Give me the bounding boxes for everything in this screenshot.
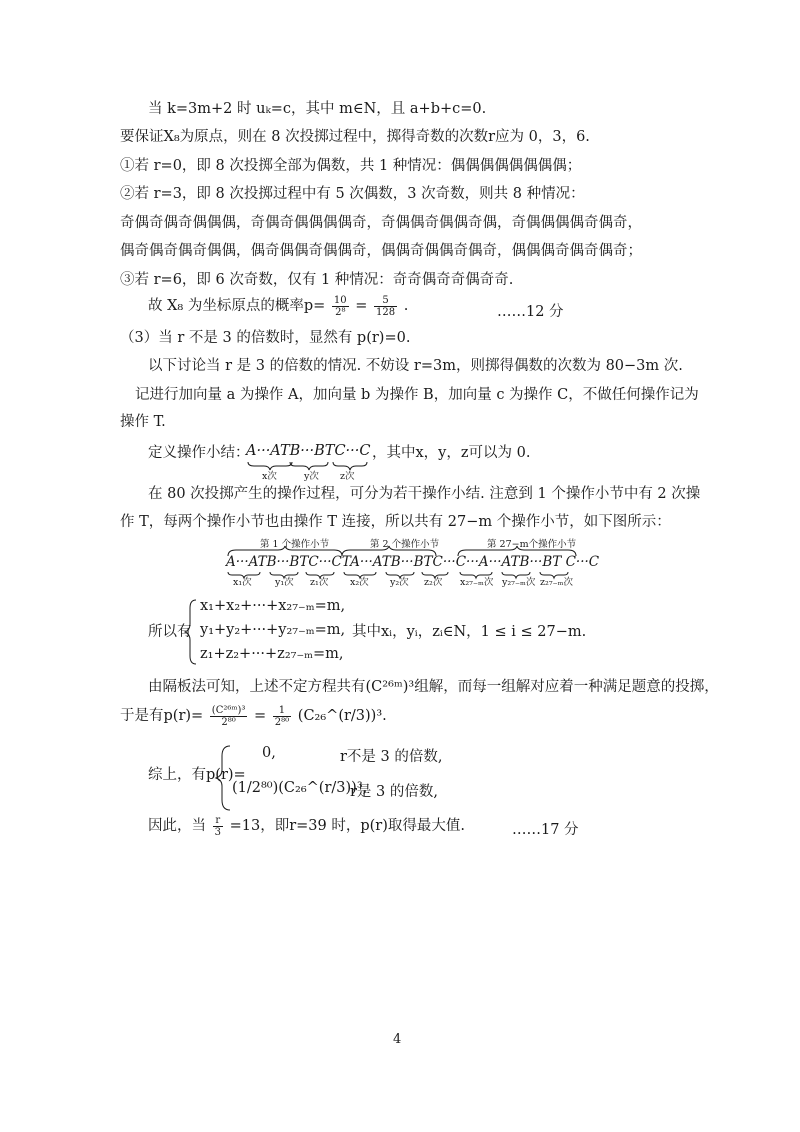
diagram-top-label-3: 第 27−m个操作小节 <box>487 539 577 550</box>
underbrace-y <box>290 462 328 470</box>
line-define-ops: 记进行加向量 a 为操作 A，加向量 b 为操作 B，加向量 c 为操作 C，不做任何操作记为 <box>135 387 699 403</box>
summary-label: 综上，有p(r)= <box>148 767 246 783</box>
line-origin-condition: 要保证X₈为原点，则在 8 次投掷过程中，掷得奇数的次数r应为 0，3，6. <box>120 129 590 145</box>
overbrace-1 <box>228 546 342 556</box>
diagram-bottom-z2: z₂次 <box>424 577 443 588</box>
underbrace-d3 <box>306 572 334 578</box>
line-stars-and-bars: 由隔板法可知，上述不定方程共有(C²⁶ᵐ)³组解，而每一组解对应着一种满足题意的投掷， <box>148 679 719 695</box>
fraction-denominator: 2⁸ <box>335 306 346 318</box>
diagram-bottom-x1: x₁次 <box>233 577 252 588</box>
brace-label-y: y次 <box>304 471 319 482</box>
conclusion-text: =13，即r=39 时，p(r)取得最大值. <box>229 818 465 834</box>
fraction-denominator: 2⁸⁰ <box>221 716 236 728</box>
underbrace-d1 <box>228 572 260 578</box>
diagram-bottom-x2: x₂次 <box>350 577 369 588</box>
line-def-subsection-label: 定义操作小结： <box>148 445 250 461</box>
score-17: ……17 分 <box>512 822 579 838</box>
score-12: ……12 分 <box>497 304 564 320</box>
equals-sign: = <box>355 298 368 314</box>
underbrace-d6 <box>422 572 448 578</box>
line-def-subsection-note: ，其中x，y，z可以为 0. <box>372 445 531 461</box>
equation-z: z₁+z₂+···+z₂₇₋ₘ=m, <box>200 646 344 662</box>
diagram-bottom-x27m: x₂₇₋ₘ次 <box>460 577 494 588</box>
equation-x: x₁+x₂+···+x₂₇₋ₘ=m, <box>200 598 346 614</box>
fraction-denominator: 2⁸⁰ <box>274 716 290 728</box>
system-prefix: 所以有 <box>148 624 192 640</box>
underbrace-d8 <box>502 572 530 578</box>
fraction-numerator: 10 <box>333 294 347 306</box>
case2-condition: r是 3 的倍数, <box>350 784 438 800</box>
case2-value: (1/2⁸⁰)(C₂₆^(r/3))³, <box>232 780 368 796</box>
underbrace-d5 <box>386 572 414 578</box>
subsection-sequence: A···ATB···BTC···C <box>246 443 371 459</box>
case1-value: 0, <box>262 745 276 761</box>
fraction-numerator: r <box>213 815 223 827</box>
line-uk-case: 当 k=3m+2 时 uₖ=c，其中 m∈N，且 a+b+c=0. <box>148 101 487 117</box>
brace-label-x: x次 <box>262 471 277 482</box>
line-case-r3-list2: 偶奇偶奇偶奇偶偶，偶奇偶偶奇偶偶奇，偶偶奇偶偶奇偶奇，偶偶偶奇偶奇偶奇； <box>120 243 642 259</box>
equals-sign: = <box>254 708 267 724</box>
diagram-top-label-1: 第 1 个操作小节 <box>260 539 330 550</box>
line-case-r0: ①若 r=0，即 8 次投掷全部为偶数，共 1 种情况：偶偶偶偶偶偶偶偶； <box>120 158 582 174</box>
page-number: 4 <box>393 1032 402 1047</box>
binomial-cubed: (C₂₆^(r/3))³. <box>297 708 387 724</box>
diagram-sequence: A···ATB···BTC···CTA···ATB···BTC···C···A···ATB···BT C···C <box>226 554 600 570</box>
underbrace-d2 <box>270 572 298 578</box>
brace-label-z: z次 <box>340 471 355 482</box>
overbrace-2 <box>342 546 436 556</box>
underbrace-d4 <box>344 572 376 578</box>
case1-condition: r不是 3 的倍数, <box>340 749 443 765</box>
diagram-bottom-z27m: z₂₇₋ₘ次 <box>540 577 573 588</box>
line-27-minus-m: 作 T，每两个操作小节也由操作 T 连接，所以共有 27−m 个操作小节，如下图所示： <box>120 514 671 530</box>
fraction-denominator: 3 <box>214 826 221 838</box>
diagram-bottom-y2: y₂次 <box>390 577 409 588</box>
underbrace-z <box>333 462 367 470</box>
equation-y: y₁+y₂+···+y₂₇₋ₘ=m, <box>200 622 346 638</box>
line-part3-start: （3）当 r 不是 3 的倍数时，显然有 p(r)=0. <box>120 330 411 346</box>
fraction-numerator: 5 <box>374 295 397 307</box>
fraction-numerator: 1 <box>273 705 291 717</box>
probability-text: 故 X₈ 为坐标原点的概率p= <box>148 298 326 314</box>
line-case-r3: ②若 r=3，即 8 次投掷过程中有 5 次偶数，3 次奇数，则共 8 种情况： <box>120 186 585 202</box>
diagram-top-label-2: 第 2 个操作小节 <box>370 539 440 550</box>
line-80-throws: 在 80 次投掷产生的操作过程，可分为若干操作小结. 注意到 1 个操作小节中有 2 次操 <box>148 486 701 502</box>
diagram-bottom-y27m: y₂₇₋ₘ次 <box>502 577 536 588</box>
piecewise-left-brace <box>216 746 230 810</box>
fraction-denominator: 128 <box>376 306 396 318</box>
line-op-t: 操作 T. <box>120 414 166 430</box>
line-case-r3-list1: 奇偶奇偶奇偶偶偶，奇偶奇偶偶偶偶奇，奇偶偶奇偶偶奇偶，奇偶偶偶偶奇偶奇， <box>120 215 642 231</box>
system-conditions: 其中xᵢ，yᵢ，zᵢ∈N，1 ≤ i ≤ 27−m. <box>352 624 587 640</box>
line-discuss-multiple: 以下讨论当 r 是 3 的倍数的情况. 不妨设 r=3m，则掷得偶数的次数为 80−3m 次. <box>148 358 683 374</box>
underbrace-d9 <box>540 572 568 578</box>
underbrace-x <box>248 462 292 470</box>
underbrace-d7 <box>460 572 492 578</box>
system-left-brace <box>185 600 196 664</box>
p-of-r-label: 于是有p(r)= <box>120 708 204 724</box>
conclusion-prefix: 因此，当 <box>148 818 206 834</box>
diagram-bottom-z1: z₁次 <box>310 577 329 588</box>
overbrace-3 <box>458 546 576 556</box>
period: . <box>403 298 409 314</box>
fraction-numerator: (C²⁶ᵐ)³ <box>211 704 246 716</box>
diagram-bottom-y1: y₁次 <box>275 577 294 588</box>
line-case-r6: ③若 r=6，即 6 次奇数，仅有 1 种情况：奇奇偶奇奇偶奇奇. <box>120 272 514 288</box>
